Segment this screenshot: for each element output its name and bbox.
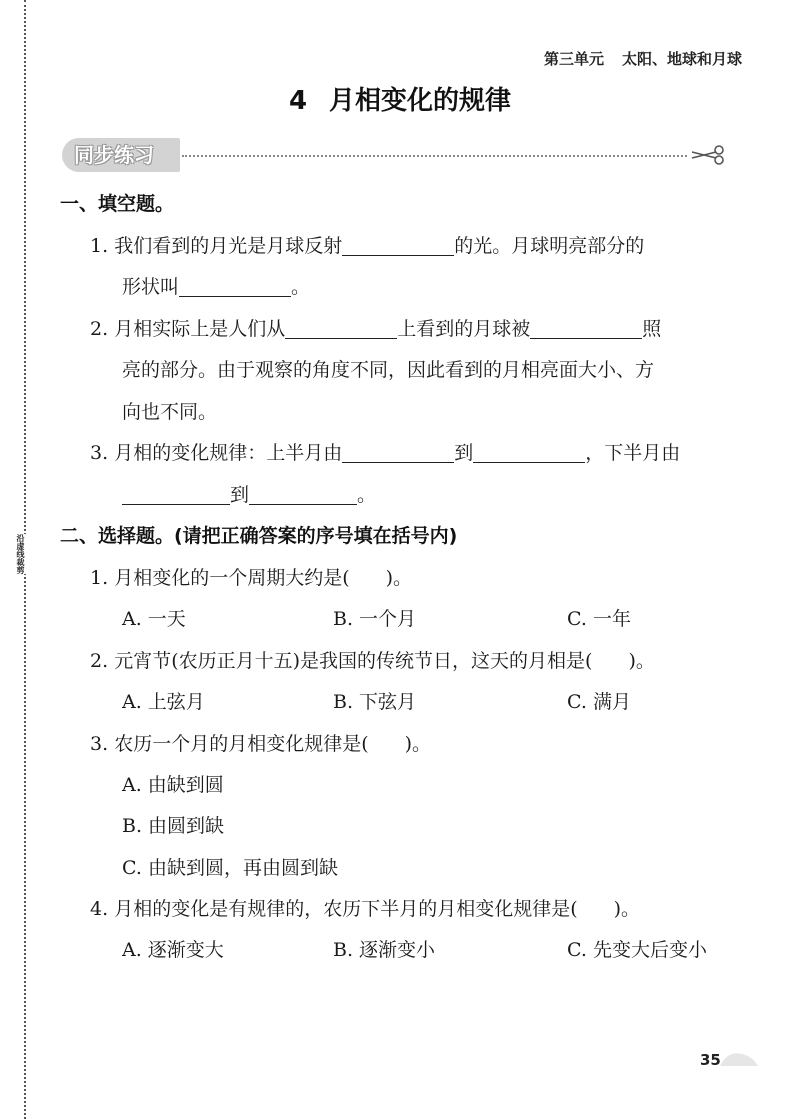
fill-q1-line2: [122, 272, 310, 299]
choice-q1-option-b[interactable]: B. 一个月: [333, 608, 417, 630]
choice-q4-option-c[interactable]: C. 先变大后变小: [567, 939, 707, 961]
choice-q3-option-a[interactable]: A. 由缺到圆: [122, 774, 224, 796]
answer-blank[interactable]: [122, 486, 230, 505]
practice-badge: 同步练习: [62, 138, 180, 172]
question-text: 元宵节(农历正月十五)是我国的传统节日，这天的月相是(: [114, 650, 593, 672]
question-text: )。: [404, 733, 432, 755]
fill-q2-line2: 亮的部分。由于观察的角度不同，因此看到的月相亮面大小、方: [122, 359, 655, 381]
question-number: 2.: [90, 650, 109, 672]
lesson-number: 4: [288, 86, 308, 116]
question-text: 农历一个月的月相变化规律是(: [114, 733, 369, 755]
choice-q4-stem: [90, 894, 640, 921]
choice-q2-stem: [90, 646, 655, 673]
choice-q4-option-b[interactable]: B. 逐渐变小: [333, 939, 436, 961]
badge-dotted-line: [182, 155, 687, 157]
answer-blank[interactable]: [179, 278, 291, 297]
unit-topic: 太阳、地球和月球: [621, 50, 742, 68]
question-text: 我们看到的月光是月球反射: [114, 235, 343, 257]
question-text: 月相实际上是人们从: [114, 318, 286, 340]
section-fill-blank-title: 一、填空题。: [60, 193, 175, 215]
lesson-title-text: 月相变化的规律: [329, 86, 512, 116]
choice-q2-option-b[interactable]: B. 下弦月: [333, 691, 417, 713]
cut-label: 沿虚线裁剪: [12, 534, 26, 574]
choice-q1-option-c[interactable]: C. 一年: [567, 608, 631, 630]
section-choice-title: 二、选择题。(请把正确答案的序号填在括号内): [60, 525, 458, 547]
unit-name: 第三单元: [543, 50, 604, 68]
question-text: 到: [454, 442, 474, 464]
answer-blank[interactable]: [285, 320, 397, 339]
choice-q3-stem: [90, 729, 431, 756]
choice-q4-option-a[interactable]: A. 逐渐变大: [122, 939, 224, 961]
question-text: 月相的变化规律：上半月由: [114, 442, 343, 464]
question-number: 3.: [90, 733, 109, 755]
fill-q1-line1: [90, 231, 644, 258]
question-text: 。: [357, 484, 377, 506]
choice-q1-option-a[interactable]: A. 一天: [122, 608, 186, 630]
page-corner-decoration: [716, 1046, 760, 1068]
question-text: ，下半月由: [585, 442, 681, 464]
lesson-title: [0, 80, 800, 117]
question-text: 月相的变化是有规律的，农历下半月的月相变化规律是(: [114, 898, 578, 920]
question-text: 到: [230, 484, 250, 506]
answer-blank[interactable]: [473, 444, 585, 463]
question-text: 形状叫: [122, 276, 180, 298]
question-text: )。: [613, 898, 641, 920]
answer-blank[interactable]: [530, 320, 642, 339]
question-text: 照: [642, 318, 662, 340]
question-text: 上看到的月球被: [397, 318, 531, 340]
answer-blank[interactable]: [342, 237, 454, 256]
question-text: 。: [291, 276, 311, 298]
question-number: 1.: [90, 235, 109, 257]
choice-q2-option-c[interactable]: C. 满月: [567, 691, 631, 713]
choice-q3-option-b[interactable]: B. 由圆到缺: [122, 815, 225, 837]
answer-blank[interactable]: [342, 444, 454, 463]
question-text: 的光。月球明亮部分的: [454, 235, 645, 257]
question-text: 月相变化的一个周期大约是(: [114, 567, 350, 589]
fill-q2-line1: [90, 314, 661, 341]
question-text: )。: [628, 650, 655, 672]
question-number: 1.: [90, 567, 109, 589]
fill-q2-line3: 向也不同。: [122, 401, 218, 423]
question-number: 2.: [90, 318, 109, 340]
choice-q1-stem: [90, 563, 412, 590]
fill-q3-line2: [122, 480, 376, 507]
scissors-icon: [690, 143, 726, 167]
answer-blank[interactable]: [249, 486, 357, 505]
unit-header: [544, 48, 742, 69]
page-number: 35: [700, 1051, 721, 1069]
question-number: 3.: [90, 442, 109, 464]
fill-q3-line1: [90, 438, 680, 465]
question-text: )。: [385, 567, 413, 589]
choice-q3-option-c[interactable]: C. 由缺到圆，再由圆到缺: [122, 857, 338, 879]
choice-q2-option-a[interactable]: A. 上弦月: [122, 691, 205, 713]
question-number: 4.: [90, 898, 109, 920]
